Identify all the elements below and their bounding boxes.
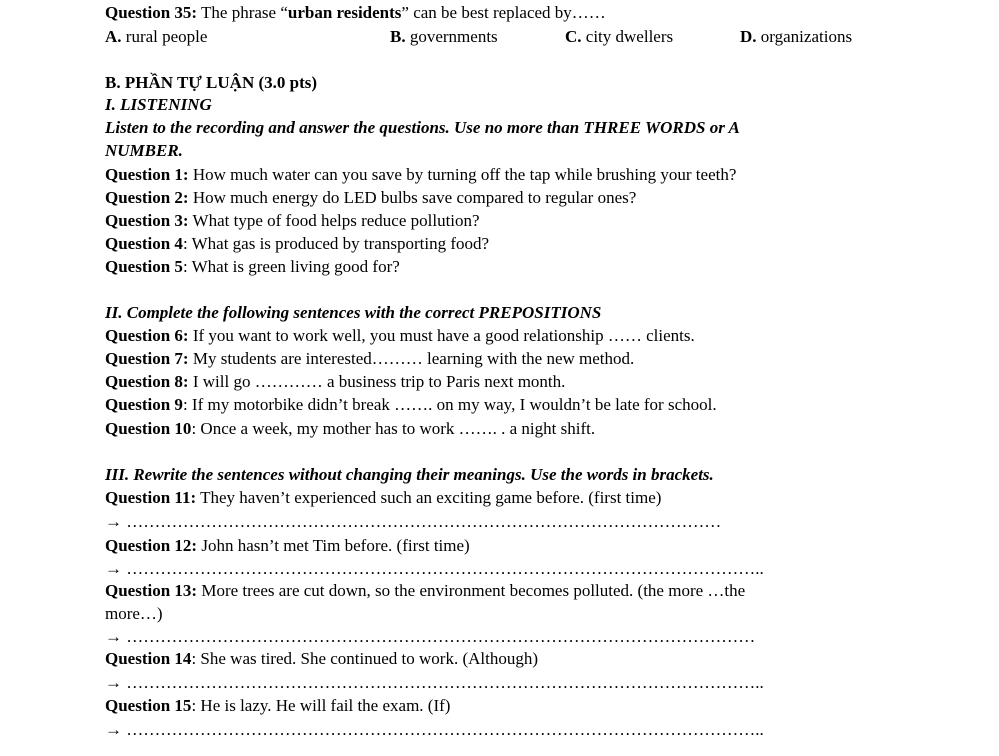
question-1: [105, 164, 736, 186]
option-text: city dwellers: [581, 27, 674, 46]
option-b: [390, 26, 498, 48]
question-text: How much water can you save by turning off the tap while brushing your teeth?: [188, 165, 737, 184]
question-text: What type of food helps reduce pollution?: [188, 211, 480, 230]
section-b-title: B. PHẦN TỰ LUẬN (3.0 pts): [105, 73, 318, 92]
question-2: [105, 187, 636, 209]
answer-line-15: → …………………………………………………………………………………………………..: [105, 720, 764, 739]
question-10: [105, 418, 595, 440]
question-label: Question 4: [105, 234, 183, 253]
answer-line-13: → …………………………………………………………………………………………………: [105, 627, 756, 646]
question-7: [105, 348, 634, 370]
question-text-pre: The phrase “: [197, 3, 288, 22]
option-c: [565, 26, 673, 48]
option-a: [105, 26, 207, 48]
question-5: [105, 256, 400, 278]
option-text: governments: [405, 27, 498, 46]
question-text: : If my motorbike didn’t break ……. on my way, I wouldn’t be late for school.: [182, 395, 717, 414]
question-3: [105, 210, 480, 232]
question-11: [105, 487, 661, 509]
prepositions-title: II. Complete the following sentences with the correct PREPOSITIONS: [105, 303, 602, 322]
phrase-highlight: urban residents: [287, 3, 402, 22]
question-label: Question 11:: [105, 488, 197, 507]
question-label: Question 2:: [105, 188, 189, 207]
question-text: I will go ………… a business trip to Paris next month.: [188, 372, 566, 391]
question-label: Question 1:: [105, 165, 189, 184]
question-label: Question 13:: [105, 581, 198, 600]
option-letter: B.: [390, 27, 406, 46]
option-text: rural people: [121, 27, 208, 46]
question-13-continued: more…): [105, 604, 163, 623]
question-label: Question 12:: [105, 536, 198, 555]
answer-line-14: → …………………………………………………………………………………………………..: [105, 673, 764, 692]
question-15: [105, 695, 450, 717]
question-text: How much energy do LED bulbs save compared to regular ones?: [188, 188, 637, 207]
question-label: Question 10: [105, 419, 192, 438]
question-text: My students are interested……… learning with the new method.: [188, 349, 635, 368]
question-text: : He is lazy. He will fail the exam. (If): [191, 696, 451, 715]
question-text: More trees are cut down, so the environment becomes polluted. (the more …the: [197, 581, 746, 600]
question-label: Question 6:: [105, 326, 189, 345]
question-text: If you want to work well, you must have a good relationship …… clients.: [188, 326, 695, 345]
question-text: : What is green living good for?: [182, 257, 400, 276]
option-letter: C.: [565, 27, 582, 46]
answer-line-11: → ……………………………………………………………………………………………: [105, 512, 722, 531]
answer-line-12: → …………………………………………………………………………………………………..: [105, 559, 764, 578]
question-label: Question 9: [105, 395, 183, 414]
question-label: Question 35:: [105, 3, 198, 22]
question-35: [105, 2, 606, 24]
question-9: [105, 394, 717, 416]
listening-title: I. LISTENING: [105, 95, 212, 114]
question-label: Question 8:: [105, 372, 189, 391]
option-text: organizations: [756, 27, 853, 46]
question-text: : She was tired. She continued to work. (Although): [191, 649, 538, 668]
question-text: : What gas is produced by transporting food?: [182, 234, 490, 253]
question-13: [105, 580, 745, 602]
question-text-post: ” can be best replaced by……: [401, 3, 606, 22]
option-letter: A.: [105, 27, 122, 46]
question-12: [105, 535, 470, 557]
question-6: [105, 325, 695, 347]
listening-instruction-line2: NUMBER.: [105, 141, 183, 160]
question-text: : Once a week, my mother has to work ……. . a night shift.: [191, 419, 596, 438]
question-label: Question 3:: [105, 211, 189, 230]
question-4: [105, 233, 489, 255]
question-text: John hasn’t met Tim before. (first time): [197, 536, 470, 555]
rewrite-title: III. Rewrite the sentences without changing their meanings. Use the words in brackets.: [105, 465, 714, 484]
listening-instruction-line1: Listen to the recording and answer the questions. Use no more than THREE WORDS or A: [105, 118, 740, 137]
option-letter: D.: [740, 27, 757, 46]
question-label: Question 15: [105, 696, 192, 715]
question-label: Question 5: [105, 257, 183, 276]
question-label: Question 14: [105, 649, 192, 668]
question-14: [105, 648, 538, 670]
option-d: [740, 26, 852, 48]
question-8: [105, 371, 565, 393]
question-text: They haven’t experienced such an exciting game before. (first time): [196, 488, 662, 507]
question-label: Question 7:: [105, 349, 189, 368]
